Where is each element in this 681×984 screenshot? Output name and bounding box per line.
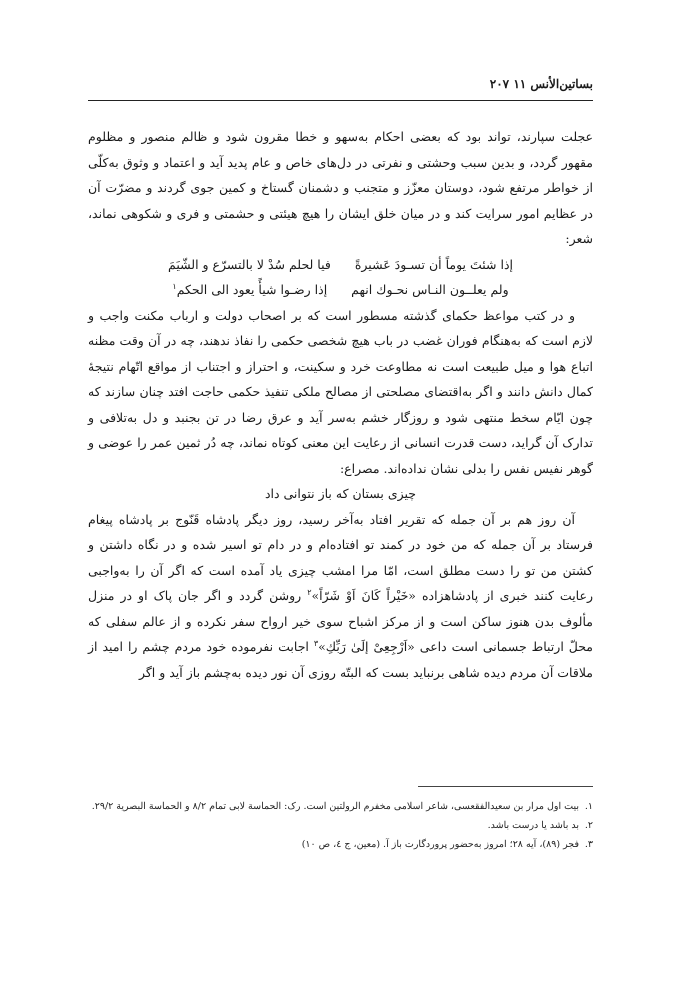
hemistich-3: ولم یعلــون النـاس نحـوك انهم: [351, 282, 509, 297]
poem-line-1: [88, 252, 593, 278]
main-text: [88, 124, 593, 685]
footnote-rule: [418, 786, 593, 787]
footnote-1: [88, 797, 593, 816]
footnote-3: [88, 835, 593, 854]
footnote-3-number: ٣.: [584, 839, 593, 850]
paragraph-3: [88, 507, 593, 686]
paragraph-3-part-c: اجابت نفرموده خود مردم چشم را امید از ملاقات آن مردم دیده شاهی برنباید بست که البتّه روزی آن نور دیده به‌چشم باز آید و اگر: [88, 639, 593, 680]
hemistich-4-text: إذا رضـوا شیأً یعود الی الحکم: [176, 282, 328, 297]
hemistich-1: إذا شئتَ یوماً أن تسـودَ عَشیرةً: [354, 256, 513, 272]
footnote-ref-2[interactable]: ٢: [307, 587, 312, 597]
paragraph-3-part-b: روشن گردد و اگر جان پاک او در منزل مألوف بدن هنوز ساکن است و از مرکز اشباح سوی خیر ارواح سفر نکرده و از عالم سفلی که محلّ ارتباط جسمانی است داعی «اَرْجِعِیْ إلَیٰ رَبِّكِ»: [88, 588, 593, 654]
hemistich-2: فیا لحلم سُدْ لا بالتسرّع و الشّیَمَ: [168, 256, 331, 272]
running-header-title: بساتین‌الأنس ١١ ٢٠٧: [489, 77, 593, 91]
footnote-1-text: بیت اول مرار بن سعیدالفقعسی، شاعر اسلامی مخفرم الرولتین است. رک: الحماسة لابی تمام ٨/٢ و الحماسة البصریة ٢٩/٢.: [91, 801, 579, 812]
paragraph-2: و در کتب مواعظ حکمای گذشته مسطور است که بر اصحاب دولت و ارباب مکنت واجب و لازم است که به‌هنگام فوران غضب در باب هیچ شخصی حکمی را نفاذ ندهند، چه در آن وقت مظنه اتباع هوا و میل طبیعت است نه مطاوعت خرد و سکینت، و احتراز و اجتناب از مواقع اتّهام نتیجهٔ کمال دانش دانند و اگر به‌اقتضای مصلحتی از مصالح ملکی تنفیذ حکمی حاجت افتد چنان سازند که چون ایّام سخط منتهی شود و روزگار خشم به‌سر آید و عرق رضا در تن بجنبد و دل به‌تلافی و تدارک آن گراید، دست قدرت انسانی از رعایت این معنی کوتاه نماند، چه دُر ثمین عمر را عوضی و گوهر نفیس نفس را بدلی نشان نداده‌اند. مصراع:: [88, 307, 593, 476]
poem-line-2: [88, 277, 593, 303]
footnote-2-number: ٢.: [584, 820, 593, 831]
footnote-1-number: ١.: [584, 801, 593, 812]
hemistich-4: [172, 277, 327, 303]
footnotes: [88, 797, 593, 854]
footnote-2: [88, 816, 593, 835]
footnote-3-text: فجر (٨٩)، آیه ٢٨؛ امروز به‌حضور پروردگارت باز آ. (معین، ج ٤، ص ١٠): [301, 839, 579, 850]
poem: [88, 252, 593, 303]
footnote-2-text: بد باشد یا درست باشد.: [487, 820, 579, 831]
running-header: [88, 77, 593, 91]
misra-line: چیزی بستان که باز نتوانی داد: [264, 486, 417, 501]
footnote-ref-3[interactable]: ٣: [313, 638, 319, 648]
paragraph-3-part-a: آن روز هم بر آن جمله که تقریر افتاد به‌آخر رسید، روز دیگر پادشاه قَنّوج بر پادشاه پیغام فرستاد بر آن جمله که من خود در کمند تو افتاده‌ام و در دام تو اسیر شده و در نگاه داشتن و کشتن من تو را دست مطلق است، امّا مرا امشب چیزی یاد آمده است که اگر آن را به‌واجبی رعایت کنند خبری از پادشاهزاده «خَیْراً كَانَ اَوْ شَرّاً»: [88, 511, 593, 603]
footnote-ref-1[interactable]: ١: [172, 281, 177, 291]
header-rule: [88, 100, 593, 101]
paragraph-1: عجلت سپارند، تواند بود که بعضی احکام به‌سهو و خطا مقرون شود و ظالم منصور و مظلوم مقهور گردد، و بدین سبب وحشتی و نفرتی در دل‌های خاص و عام پدید آید و اعتماد و وثوق به‌کلّی از خواطر مرتفع شود، دوستان معزّز و متجنب و دشمنان گستاخ و کمین جوی گردند و مضرّت آن در عظایم امور سرایت کند و در میان خلق ایشان را هیچ هیئتی و حشمتی و فری و شکوهی نماند، شعر:: [88, 129, 593, 246]
